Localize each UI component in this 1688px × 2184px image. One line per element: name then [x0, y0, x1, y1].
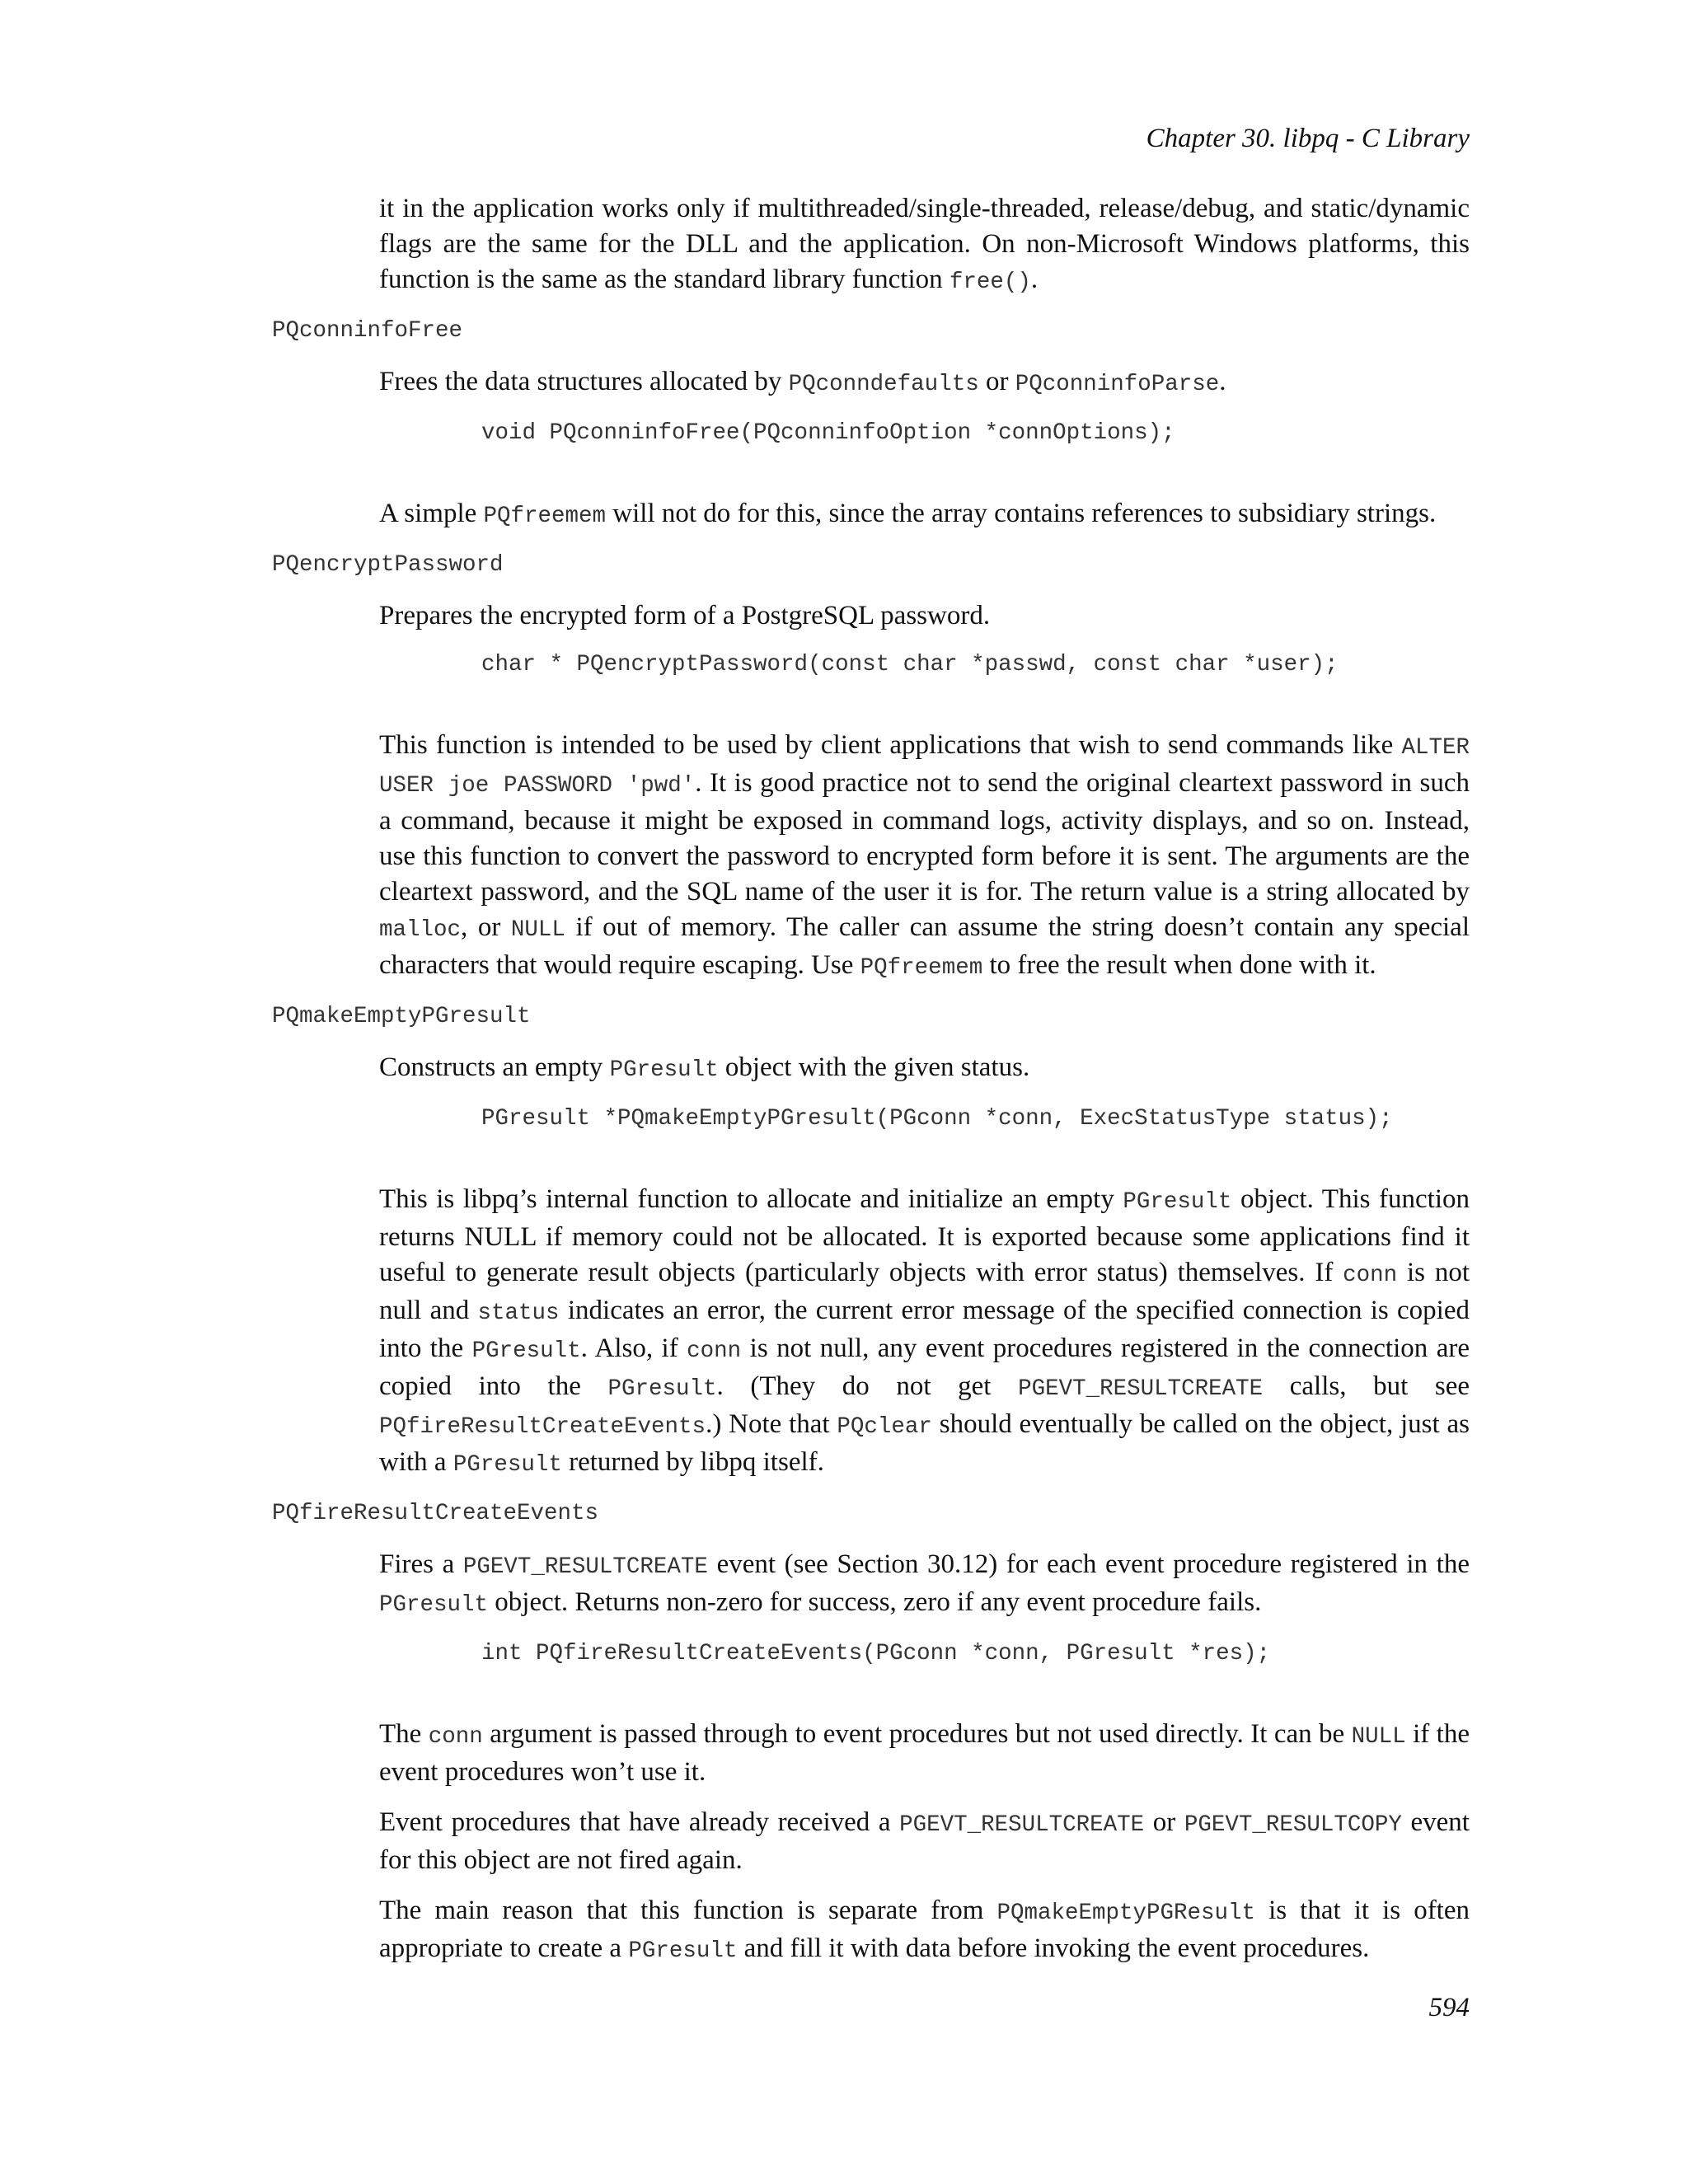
- entry-pqencryptpassword: [272, 549, 1470, 582]
- entry-body: This function is intended to be used by client applications that wish to send commands like ALTER USER joe PASSWORD 'pwd'. It is good practice not to send the original cleartext password in such a command, because it might be exposed in command logs, activity displays, and so on. Instead, use this function to convert the password to encrypted form before it is sent. The arguments are the cleartext password, and the SQL name of the user it is for. The return value is a string allocated by malloc, or NULL if out of memory. The caller can assume the string doesn’t contain any special characters that would require escaping. Use PQfreemem to free the result when done with it.: [379, 730, 1470, 981]
- entry-term: PQmakeEmptyPGresult: [272, 1004, 531, 1029]
- entry-description: Prepares the encrypted form of a PostgreSQL password.: [379, 601, 991, 630]
- entry-term: PQencryptPassword: [272, 552, 504, 578]
- page-content: [272, 191, 1470, 1984]
- entry-description: Constructs an empty PGresult object with the given status.: [379, 1052, 1030, 1083]
- entry-description: Fires a PGEVT_RESULTCREATE event (see Section 30.12) for each event procedure registered in the PGresult object. Returns non-zero for success, zero if any event procedure fails.: [379, 1549, 1470, 1618]
- intro-paragraph: it in the application works only if multithreaded/single-threaded, release/debug, and static/dynamic flags are the same for the DLL and the application. On non-Microsoft Windows platforms, this function is the same as the standard library function free().: [379, 194, 1470, 295]
- entry-term: PQconninfoFree: [272, 318, 463, 344]
- entry-body: The main reason that this function is separate from PQmakeEmptyPGResult is that it is often appropriate to create a PGresult and fill it with data before invoking the event procedures.: [379, 1896, 1470, 1964]
- entry-pqconninfofree: [272, 315, 1470, 348]
- entry-note: A simple PQfreemem will not do for this, since the array contains references to subsidiary strings.: [379, 499, 1437, 529]
- entry-term: PQfireResultCreateEvents: [272, 1501, 599, 1526]
- function-synopsis: void PQconninfoFree(PQconninfoOption *connOptions);: [481, 420, 1175, 446]
- entry-body: The conn argument is passed through to event procedures but not used directly. It can be NULL if the event procedures won’t use it.: [379, 1719, 1470, 1787]
- entry-body: This is libpq’s internal function to allocate and initialize an empty PGresult object. This function returns NULL if memory could not be allocated. It is exported because some applications find it useful to generate result objects (particularly objects with error status) themselves. If conn is not null and status indicates an error, the current error message of the specified connection is copied into the PGresult. Also, if conn is not null, any event procedures registered in the connection are copied into the PGresult. (They do not get PGEVT_RESULTCREATE calls, but see PQfireResultCreateEvents.) Note that PQclear should eventually be called on the object, just as with a PGresult returned by libpq itself.: [379, 1184, 1470, 1478]
- function-synopsis: PGresult *PQmakeEmptyPGresult(PGconn *conn, ExecStatusType status);: [481, 1106, 1393, 1132]
- entry-description: Frees the data structures allocated by PQconndefaults or PQconninfoParse.: [379, 367, 1226, 397]
- page-number: 594: [1428, 1993, 1470, 2022]
- entry-pqmakeemptypgresult: [272, 1001, 1470, 1033]
- function-synopsis: int PQfireResultCreateEvents(PGconn *conn, PGresult *res);: [481, 1641, 1271, 1666]
- entry-pqfireresultcreateevents: [272, 1497, 1470, 1530]
- entry-body: Event procedures that have already received a PGEVT_RESULTCREATE or PGEVT_RESULTCOPY event for this object are not fired again.: [379, 1807, 1470, 1875]
- function-synopsis: char * PQencryptPassword(const char *passwd, const char *user);: [481, 652, 1339, 677]
- running-header: Chapter 30. libpq - C Library: [1146, 124, 1470, 153]
